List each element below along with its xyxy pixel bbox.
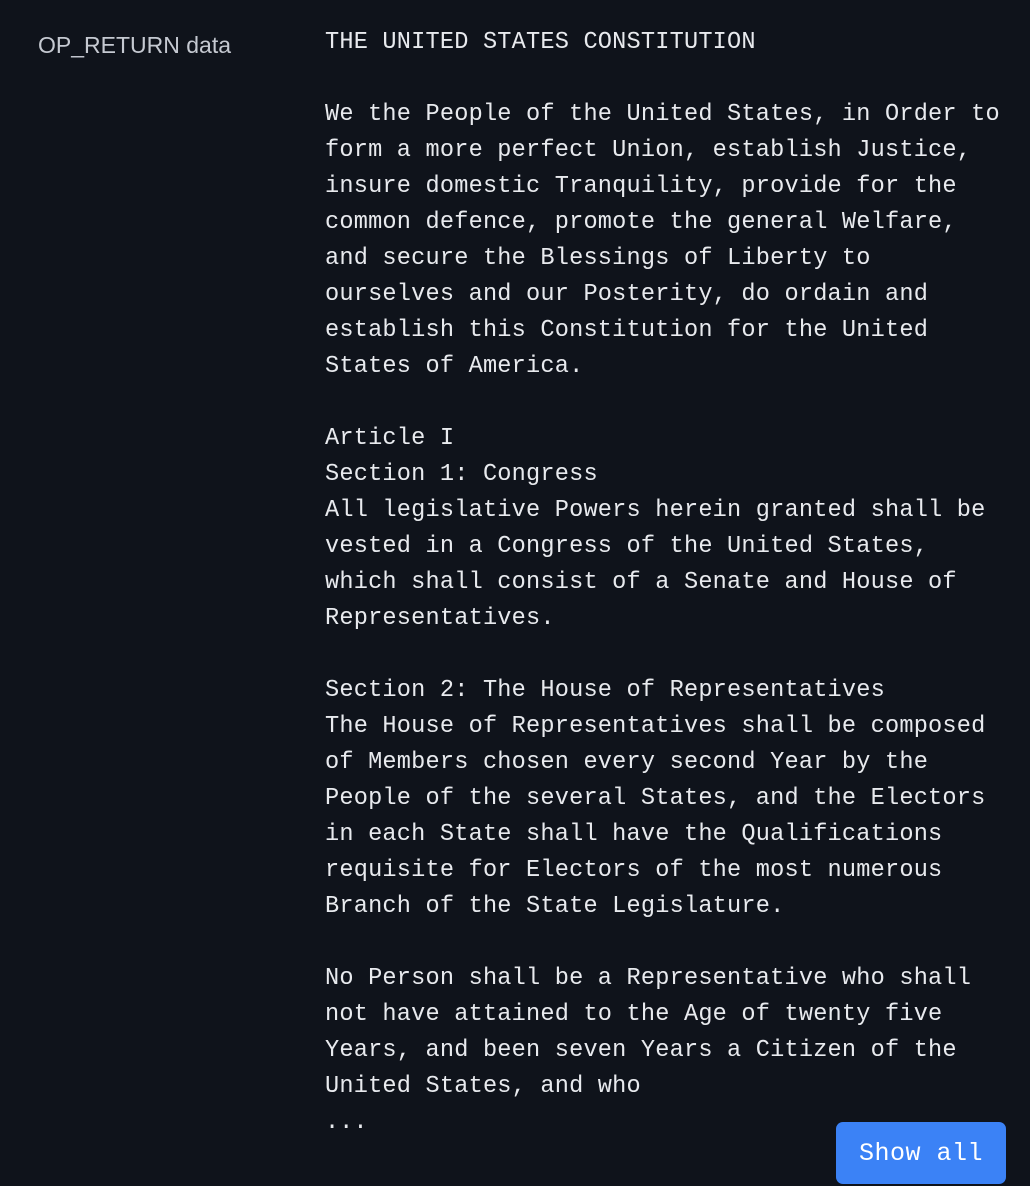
- text-line: All legislative Powers herein granted shall be: [325, 497, 986, 524]
- text-line: common defence, promote the general Welfare,: [325, 209, 957, 236]
- blank-line: [325, 637, 1015, 673]
- blank-line: [325, 61, 1015, 97]
- text-line: People of the several States, and the Electors: [325, 785, 986, 812]
- text-line: We the People of the United States, in Order to: [325, 101, 1000, 128]
- text-line: and secure the Blessings of Liberty to: [325, 245, 871, 272]
- text-line: in each State shall have the Qualifications: [325, 821, 943, 848]
- text-line: States of America.: [325, 353, 584, 380]
- text-line: The House of Representatives shall be composed: [325, 713, 986, 740]
- blank-line: [325, 925, 1015, 961]
- text-line: form a more perfect Union, establish Justice,: [325, 137, 972, 164]
- text-line: No Person shall be a Representative who shall: [325, 965, 972, 992]
- text-line: establish this Constitution for the United: [325, 317, 929, 344]
- text-line: Representatives.: [325, 605, 555, 632]
- op-return-content: [325, 25, 1015, 1141]
- show-all-button[interactable]: Show all: [836, 1122, 1006, 1184]
- text-line: of Members chosen every second Year by the: [325, 749, 929, 776]
- op-return-text: [325, 25, 1015, 1105]
- text-line: United States, and who: [325, 1073, 641, 1100]
- text-line: not have attained to the Age of twenty five: [325, 1001, 943, 1028]
- text-line: ourselves and our Posterity, do ordain and: [325, 281, 929, 308]
- truncation-ellipsis: ...: [325, 1109, 368, 1136]
- text-line: which shall consist of a Senate and House of: [325, 569, 957, 596]
- text-line: requisite for Electors of the most numerous: [325, 857, 943, 884]
- blank-line: [325, 385, 1015, 421]
- field-label: OP_RETURN data: [38, 32, 232, 58]
- text-line: THE UNITED STATES CONSTITUTION: [325, 29, 756, 56]
- text-line: insure domestic Tranquility, provide for the: [325, 173, 957, 200]
- text-line: Years, and been seven Years a Citizen of the: [325, 1037, 957, 1064]
- text-line: Article I: [325, 425, 455, 452]
- text-line: Section 1: Congress: [325, 461, 598, 488]
- text-line: Branch of the State Legislature.: [325, 893, 785, 920]
- text-line: vested in a Congress of the United States,: [325, 533, 929, 560]
- text-line: Section 2: The House of Representatives: [325, 677, 885, 704]
